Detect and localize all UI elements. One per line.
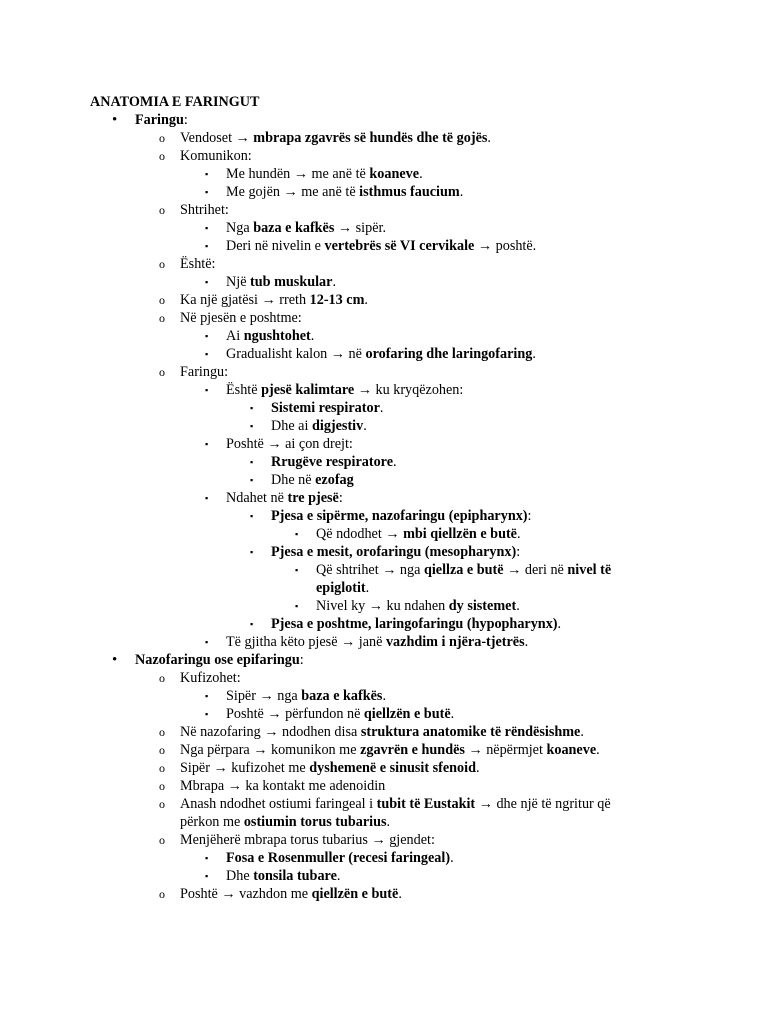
- text: .: [516, 526, 521, 542]
- bold-text: mbrapa zgavrës së hundës dhe të gojës: [253, 130, 488, 146]
- list-marker: ▪: [205, 637, 209, 647]
- text: Me hundën → me anë të: [226, 166, 370, 182]
- list-item-level-2: [180, 669, 241, 687]
- list-item-level-3: [226, 867, 340, 885]
- list-marker: o: [159, 761, 165, 775]
- list-item-level-2: [180, 147, 252, 165]
- list-item-level-2: [180, 831, 435, 849]
- text: .: [475, 760, 480, 776]
- list-marker: o: [159, 833, 165, 847]
- list-item-level-3: [226, 237, 536, 255]
- text: Në nazofaring → ndodhen disa: [180, 724, 361, 740]
- list-item-level-3: [226, 633, 528, 651]
- text: .: [516, 598, 520, 614]
- bold-text: Faringu: [135, 112, 184, 128]
- list-item-level-3: [226, 849, 454, 867]
- list-marker: ▪: [205, 691, 209, 701]
- bold-text: Pjesa e sipërme, nazofaringu (epipharynx): [271, 508, 528, 524]
- text: .: [364, 292, 368, 308]
- list-item-level-4: [271, 507, 532, 525]
- list-item-level-1: [135, 111, 188, 129]
- list-item-level-2: [180, 741, 600, 759]
- bold-text: mbi qiellzën e butë: [403, 526, 517, 542]
- text: → ku kryqëzohen:: [354, 382, 464, 398]
- bold-text: epiglotit: [316, 580, 366, 596]
- bold-text: 12-13 cm: [309, 292, 365, 308]
- list-item-level-2: [180, 129, 491, 147]
- list-marker: •: [112, 652, 118, 668]
- text: :: [516, 544, 521, 560]
- text: Në pjesën e poshtme:: [180, 310, 302, 326]
- text: Nga përpara → komunikon me: [180, 742, 361, 758]
- list-marker: o: [159, 365, 165, 379]
- bold-text: dyshemenë e sinusit sfenoid: [309, 760, 476, 776]
- list-item-level-3: [226, 435, 353, 453]
- bold-text: tubit të Eustakit: [376, 796, 476, 812]
- list-item-level-2: [180, 795, 611, 813]
- bold-text: Pjesa e mesit, orofaringu (mesopharynx): [271, 544, 517, 560]
- text: .: [450, 850, 454, 866]
- text: Poshtë → vazhdon me: [180, 886, 312, 902]
- text: Është:: [180, 256, 216, 272]
- list-item-level-3: [226, 165, 423, 183]
- text: Faringu:: [180, 364, 229, 380]
- list-marker: ▪: [250, 619, 254, 629]
- list-item-level-2: [180, 291, 368, 309]
- list-marker: ▪: [250, 511, 254, 521]
- text: Dhe ai: [271, 418, 312, 434]
- list-marker: o: [159, 293, 165, 307]
- text: .: [580, 724, 584, 740]
- bold-text: orofaring dhe laringofaring: [365, 346, 533, 362]
- list-item-level-3: [226, 327, 314, 345]
- text: .: [310, 328, 315, 344]
- text: → deri në: [503, 562, 568, 578]
- bold-text: tre pjesë: [287, 490, 339, 506]
- bold-text: dy sistemet: [448, 598, 517, 614]
- bold-text: baza e kafkës: [253, 220, 335, 236]
- bold-text: koaneve: [369, 166, 420, 182]
- text: Komunikon:: [180, 148, 252, 164]
- bold-text: qiellza e butë: [423, 562, 504, 578]
- text: Shtrihet:: [180, 202, 229, 218]
- bold-text: nivel të: [567, 562, 612, 578]
- list-item-level-4: [271, 471, 354, 489]
- text: Sipër → kufizohet me: [180, 760, 310, 776]
- text: .: [332, 274, 336, 290]
- text: .: [459, 184, 464, 200]
- list-marker: o: [159, 311, 165, 325]
- text: Sipër → nga: [226, 688, 302, 704]
- text: .: [532, 346, 536, 362]
- bold-text: tub muskular: [250, 274, 333, 290]
- bold-text: isthmus faucium: [359, 184, 460, 200]
- list-marker: ▪: [250, 475, 254, 485]
- list-item-continuation: [180, 813, 390, 831]
- list-marker: o: [159, 257, 165, 271]
- list-marker: ▪: [205, 223, 209, 233]
- text: Që ndodhet →: [316, 526, 404, 542]
- list-marker: o: [159, 779, 165, 793]
- text: Nga: [226, 220, 254, 236]
- list-marker: o: [159, 743, 165, 757]
- list-marker: o: [159, 671, 165, 685]
- list-item-level-2: [180, 201, 229, 219]
- text: .: [419, 166, 423, 182]
- list-item-level-3: [226, 183, 463, 201]
- text: Me gojën → me anë të: [226, 184, 360, 200]
- bold-text: vertebrës së VI cervikale: [324, 238, 475, 254]
- list-item-level-3: [226, 687, 386, 705]
- list-item-level-2: [180, 363, 228, 381]
- list-item-level-3: [226, 705, 454, 723]
- list-marker: ▪: [205, 187, 209, 197]
- text: përkon me: [180, 814, 244, 830]
- list-marker: ▪: [205, 349, 209, 359]
- text: .: [386, 814, 391, 830]
- list-marker: ▪: [205, 169, 209, 179]
- list-marker: ▪: [250, 457, 254, 467]
- list-marker: ▪: [205, 241, 209, 251]
- list-marker: •: [112, 112, 118, 128]
- list-marker: ▪: [295, 601, 299, 611]
- list-item-level-4: [271, 399, 383, 417]
- list-marker: o: [159, 797, 165, 811]
- text: → dhe një të ngritur që: [475, 796, 611, 812]
- list-item-continuation: [316, 579, 369, 597]
- bold-text: Fosa e Rosenmuller (recesi faringeal): [226, 850, 451, 866]
- text: Poshtë → përfundon në: [226, 706, 364, 722]
- text: .: [336, 868, 341, 884]
- list-item-level-2: [180, 885, 402, 903]
- text: .: [365, 580, 370, 596]
- list-marker: ▪: [250, 403, 254, 413]
- text: Poshtë → ai çon drejt:: [226, 436, 353, 452]
- list-item-level-3: [226, 345, 536, 363]
- text: Të gjitha këto pjesë → janë: [226, 634, 386, 650]
- bold-text: digjestiv: [311, 418, 364, 434]
- list-item-level-2: [180, 777, 385, 795]
- bold-text: Sistemi respirator: [271, 400, 380, 416]
- text: .: [363, 418, 367, 434]
- bold-text: koaneve: [546, 742, 597, 758]
- list-marker: ▪: [295, 565, 299, 575]
- bold-text: qiellzën e butë: [363, 706, 451, 722]
- list-item-level-1: [135, 651, 304, 669]
- text: Dhe në: [271, 472, 316, 488]
- list-item-level-4: [271, 543, 520, 561]
- list-marker: ▪: [205, 331, 209, 341]
- list-marker: ▪: [205, 385, 209, 395]
- text: .: [557, 616, 562, 632]
- list-marker: ▪: [205, 871, 209, 881]
- list-item-level-5: [316, 561, 611, 579]
- text: Vendoset →: [180, 130, 254, 146]
- text: Deri në nivelin e: [226, 238, 325, 254]
- text: .: [524, 634, 529, 650]
- list-item-level-3: [226, 273, 336, 291]
- bold-text: zgavrën e hundës: [360, 742, 465, 758]
- text: Ai: [226, 328, 244, 344]
- list-item-level-5: [316, 525, 521, 543]
- text: :: [183, 112, 188, 128]
- list-marker: o: [159, 725, 165, 739]
- text: Një: [226, 274, 251, 290]
- text: .: [450, 706, 455, 722]
- list-marker: ▪: [295, 529, 299, 539]
- text: Mbrapa → ka kontakt me adenoidin: [180, 778, 386, 794]
- bold-text: baza e kafkës: [301, 688, 383, 704]
- text: .: [487, 130, 491, 146]
- text: → nëpërmjet: [464, 742, 547, 758]
- list-marker: ▪: [250, 421, 254, 431]
- bold-text: struktura anatomike të rëndësishme: [360, 724, 581, 740]
- list-marker: o: [159, 887, 165, 901]
- bold-text: ngushtohet: [243, 328, 311, 344]
- text: .: [379, 400, 384, 416]
- list-item-level-5: [316, 597, 520, 615]
- text: .: [382, 688, 386, 704]
- document-title: ANATOMIA E FARINGUT: [90, 94, 260, 110]
- text: Gradualisht kalon → në: [226, 346, 366, 362]
- text: → poshtë.: [474, 238, 537, 254]
- bold-text: pjesë kalimtare: [261, 382, 355, 398]
- list-item-level-2: [180, 759, 480, 777]
- list-marker: ▪: [205, 709, 209, 719]
- text: Anash ndodhet ostiumi faringeal i: [180, 796, 377, 812]
- list-item-level-2: [180, 255, 215, 273]
- list-marker: ▪: [250, 547, 254, 557]
- list-item-level-3: [226, 219, 386, 237]
- list-item-level-2: [180, 723, 584, 741]
- text: Kufizohet:: [180, 670, 241, 686]
- bold-text: Pjesa e poshtme, laringofaringu (hypopharynx): [271, 616, 558, 632]
- text: Është: [226, 382, 262, 398]
- list-marker: o: [159, 203, 165, 217]
- list-marker: o: [159, 149, 165, 163]
- bold-text: ostiumin torus tubarius: [243, 814, 387, 830]
- bold-text: Rrugëve respiratore: [271, 454, 393, 470]
- list-marker: o: [159, 131, 165, 145]
- text: Nivel ky → ku ndahen: [316, 598, 449, 614]
- list-marker: ▪: [205, 277, 209, 287]
- text: :: [299, 652, 304, 668]
- text: Dhe: [226, 868, 254, 884]
- text: Ka një gjatësi → rreth: [180, 292, 310, 308]
- list-item-level-3: [226, 381, 463, 399]
- text: .: [398, 886, 402, 902]
- list-marker: ▪: [205, 439, 209, 449]
- text: → sipër.: [334, 220, 386, 236]
- text: Menjëherë mbrapa torus tubarius → gjendet:: [180, 832, 435, 848]
- list-item-level-4: [271, 615, 561, 633]
- list-item-level-4: [271, 417, 367, 435]
- bold-text: Nazofaringu ose epifaringu: [135, 652, 300, 668]
- text: .: [596, 742, 600, 758]
- text: Ndahet në: [226, 490, 288, 506]
- bold-text: vazhdim i njëra-tjetrës: [385, 634, 525, 650]
- bold-text: qiellzën e butë: [311, 886, 399, 902]
- bold-text: ezofag: [315, 472, 354, 488]
- list-item-level-3: [226, 489, 343, 507]
- text: Që shtrihet → nga: [316, 562, 424, 578]
- text: :: [527, 508, 532, 524]
- text: .: [393, 454, 397, 470]
- list-item-level-2: [180, 309, 302, 327]
- list-item-level-4: [271, 453, 397, 471]
- list-marker: ▪: [205, 853, 209, 863]
- bold-text: tonsila tubare: [253, 868, 337, 884]
- list-marker: ▪: [205, 493, 209, 503]
- text: :: [338, 490, 343, 506]
